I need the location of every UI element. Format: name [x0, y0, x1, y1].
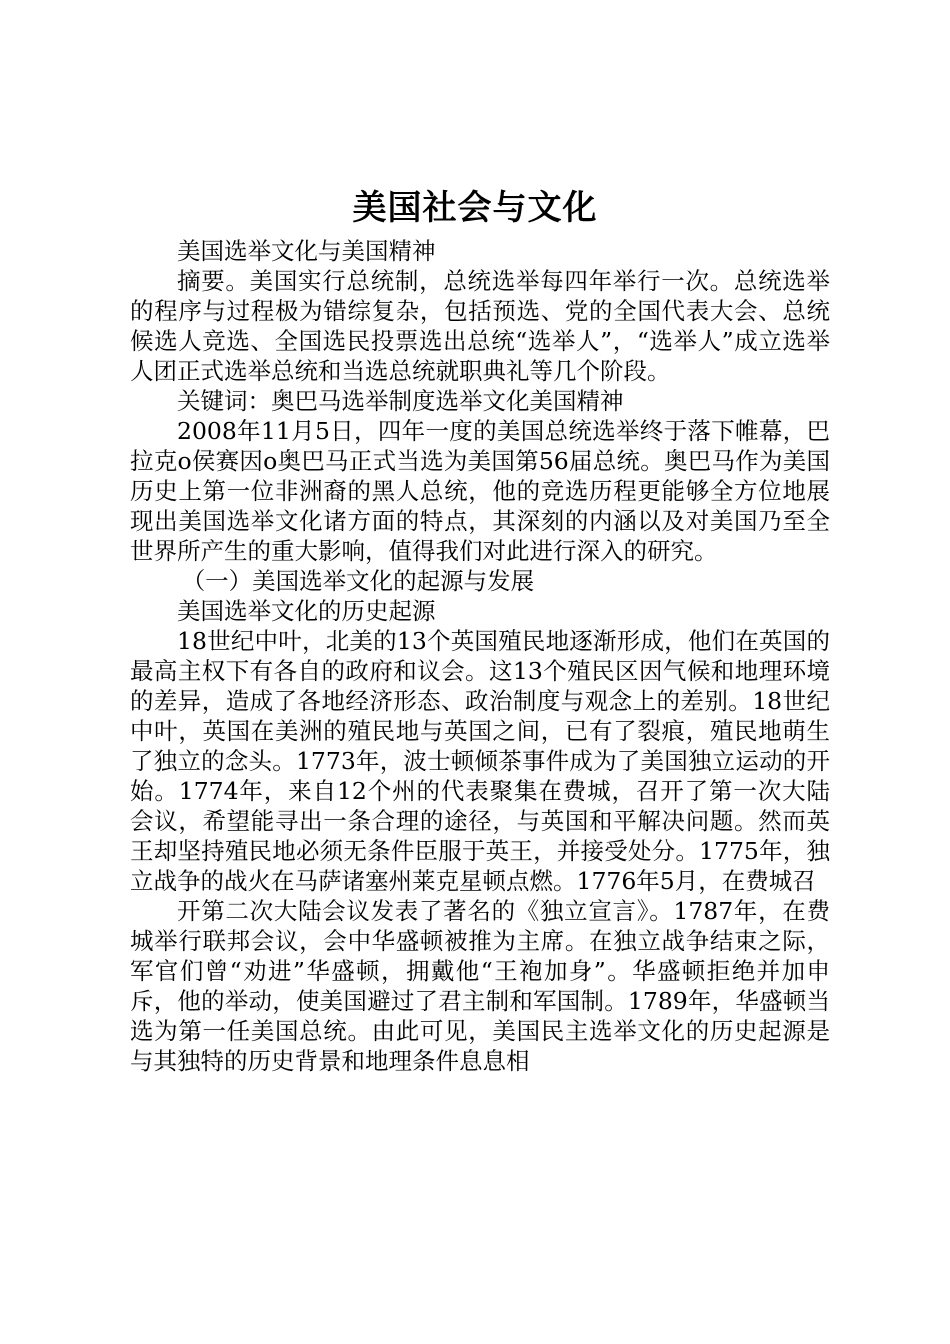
paragraph-continuation: 开第二次大陆会议发表了著名的《独立宣言》。1787年，在费城举行联邦会议，会中华盛顿被推为主席。在独立战争结束之际，军官们曾“劝进”华盛顿，拥戴他“王袍加身”。华盛顿拒绝并加申斥，他的举动，使美国避过了君主制和军国制。1789年，华盛顿当选为第一任美国总统。由此可见，美国民主选举文化的历史起源是与其独特的历史背景和地理条件息息相 [130, 897, 830, 1075]
subsection-heading: 美国选举文化的历史起源 [177, 597, 436, 625]
paragraph-intro: 2008年11月5日，四年一度的美国总统选举终于落下帷幕，巴拉克o侯赛因o奥巴马正式当选为美国第56届总统。奥巴马作为美国历史上第一位非洲裔的黑人总统，他的竞选历程更能够全方位地展现出美国选举文化诸方面的特点，其深刻的内涵以及对美国乃至全世界所产生的重大影响，值得我们对此进行深入的研究。 [130, 417, 830, 565]
paragraph-keywords: 关键词：奥巴马选举制度选举文化美国精神 [177, 387, 624, 415]
paragraph-history: 18世纪中叶，北美的13个英国殖民地逐渐形成，他们在英国的最高主权下有各自的政府和议会。这13个殖民区因气候和地理环境的差异，造成了各地经济形态、政治制度与观念上的差别。18世纪中叶，英国在美洲的殖民地与英国之间，已有了裂痕，殖民地萌生了独立的念头。1773年，波士顿倾茶事件成为了美国独立运动的开始。1774年，来自12个州的代表聚集在费城，召开了第一次大陆会议，希望能寻出一条合理的途径，与英国和平解决问题。然而英王却坚持殖民地必须无条件臣服于英王，并接受处分。1775年，独立战争的战火在马萨诸塞州莱克星顿点燃。1776年5月，在费城召 [130, 627, 830, 895]
document-title: 美国社会与文化 [352, 188, 598, 228]
paragraph-subtitle: 美国选举文化与美国精神 [177, 237, 436, 265]
document-body [130, 236, 830, 1076]
section-heading: （一）美国选举文化的起源与发展 [181, 567, 535, 595]
paragraph-abstract: 摘要。美国实行总统制，总统选举每四年举行一次。总统选举的程序与过程极为错综复杂，包括预选、党的全国代表大会、总统候选人竞选、全国选民投票选出总统“选举人”，“选举人”成立选举人团正式选举总统和当选总统就职典礼等几个阶段。 [130, 267, 830, 385]
